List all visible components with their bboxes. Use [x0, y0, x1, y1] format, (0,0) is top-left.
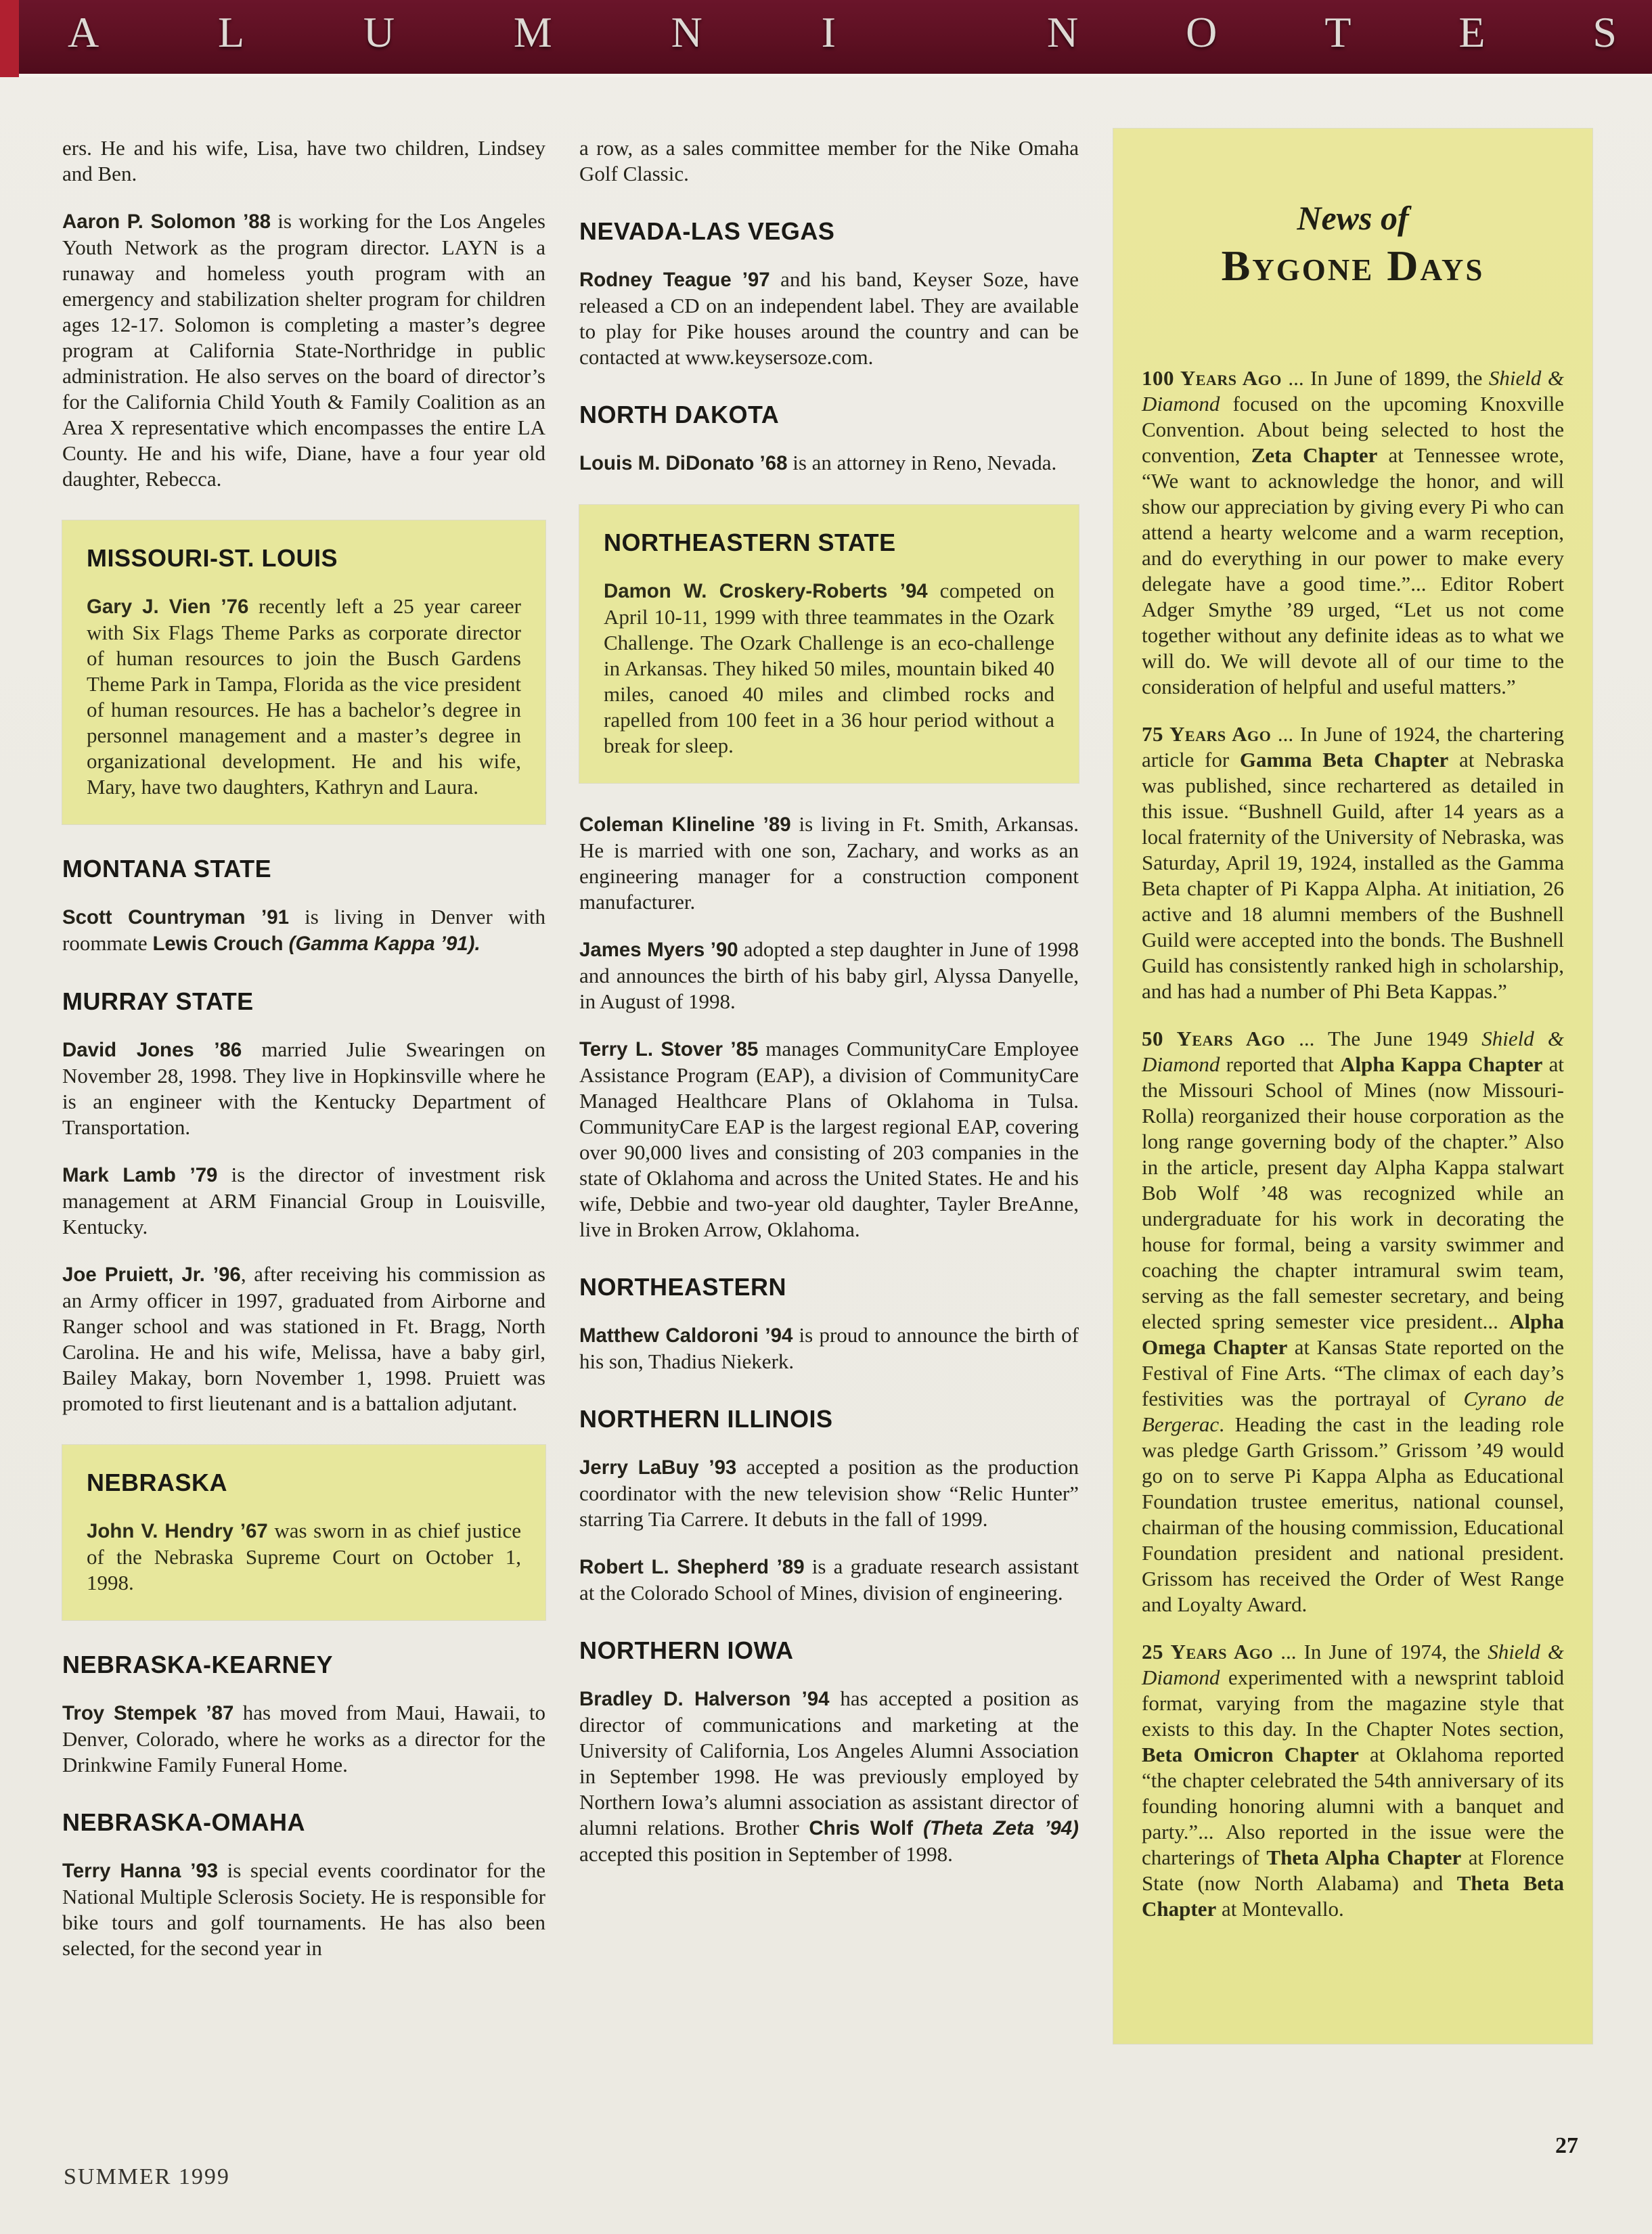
paragraph [87, 1518, 521, 1596]
paragraph [579, 1036, 1079, 1243]
text-run: was sworn in as chief justice of the Nebraska Supreme Court on October 1, 1998. [87, 1519, 522, 1594]
text-run: Joe Pruiett, Jr. ’96 [62, 1264, 241, 1286]
text-run: Terry L. Stover ’85 [579, 1038, 759, 1060]
text-run: at Kansas State reported on the Festival of Fine Arts. “The climax of each day’s festivities was the portrayal of [1142, 1335, 1564, 1410]
section-heading: MONTANA STATE [62, 855, 272, 883]
text-run: Chris Wolf [809, 1817, 924, 1839]
banner-word [1047, 7, 1617, 56]
highlight-box [62, 1445, 545, 1620]
paragraph [579, 1454, 1079, 1532]
paragraph [62, 1162, 545, 1240]
banner-red-chip [0, 0, 19, 77]
text-run: 75 Years Ago [1142, 722, 1272, 746]
text-run: ... In June of 1974, the [1273, 1640, 1488, 1663]
paragraph [62, 1700, 545, 1778]
text-run: (Gamma Kappa ’91). [288, 933, 481, 955]
text-run: Alpha Kappa Chapter [1340, 1052, 1543, 1076]
banner-letter: N [671, 7, 702, 56]
paragraph [87, 594, 521, 800]
text-run: Coleman Klineline ’89 [579, 813, 791, 836]
text-run: at Montevallo. [1216, 1897, 1344, 1921]
section-heading: NEBRASKA [87, 1469, 228, 1496]
text-run: at the Missouri School of Mines (now Missouri-Rolla) reorganized their house corporation as the long range governing body of the chapter.” Also in the article, present day Alpha Kappa stalwart Bob Wolf ’48 was recognized while an undergraduate for his work in decorating the house for formal, being a varsity swimmer and coaching the chapter intramural swim team, serving as the fall semester secretary, and being elected spring semester vice president... [1142, 1052, 1564, 1333]
text-run: accepted this position in September of 1998. [579, 1842, 953, 1866]
banner-letter: L [218, 7, 245, 56]
text-run: has moved from Maui, Hawaii, to Denver, Colorado, where he works as a director for the Drinkwine Family Funeral Home. [62, 1701, 545, 1777]
text-run: James Myers ’90 [579, 939, 738, 961]
banner-letter: U [363, 7, 395, 56]
section-heading: MISSOURI-ST. LOUIS [87, 544, 338, 572]
banner-letter: N [1047, 7, 1079, 56]
text-run: at Florence State (now North Alabama) and [1142, 1846, 1565, 1895]
text-run: is proud to announce the birth of his son, Thadius Niekerk. [579, 1323, 1079, 1373]
paragraph [62, 904, 545, 957]
section-heading: NORTHEASTERN STATE [604, 529, 896, 556]
text-run: Rodney Teague ’97 [579, 269, 770, 291]
section-heading: MURRAY STATE [62, 987, 254, 1015]
text-run: Matthew Caldoroni ’94 [579, 1324, 793, 1347]
text-run: Bradley D. Halverson ’94 [579, 1688, 830, 1710]
text-run: Shield & Diamond [1142, 1027, 1564, 1076]
text-run: Jerry LaBuy ’93 [579, 1456, 737, 1479]
text-run: competed on April 10-11, 1999 with three teammates in the Ozark Challenge. The Ozark Challenge is an eco-challenge in Arkansas. They hiked 50 miles, mountain biked 40 miles, canoed 40 miles and climbed rocks and rapelled from 100 feet in a 36 hour period without a break for sleep. [604, 579, 1054, 757]
text-run: Shield & Diamond [1142, 1640, 1565, 1689]
text-run: at Oklahoma reported “the chapter celebrated the 54th anniversary of its founding honoring alumni with a banquet and party.”... Also reported in the issue were the charterings of [1142, 1743, 1565, 1869]
banner-letter: E [1458, 7, 1486, 56]
section-heading: NORTHEASTERN [579, 1273, 787, 1301]
paragraph [62, 135, 545, 187]
paragraph [1142, 1026, 1564, 1617]
banner-letter: A [68, 7, 99, 56]
text-run: Robert L. Shepherd ’89 [579, 1556, 805, 1578]
text-run: David Jones ’86 [62, 1039, 242, 1061]
text-run: Theta Alpha Chapter [1266, 1846, 1462, 1869]
footer-issue-label: SUMMER 1999 [64, 2164, 230, 2189]
section-heading: NEVADA-LAS VEGAS [579, 217, 835, 245]
text-run: is special events coordinator for the National Multiple Sclerosis Society. He is responsible for bike tours and golf tournaments. He has also been selected, for the second year in [62, 1858, 545, 1960]
paragraph [579, 937, 1079, 1014]
section-heading: NORTHERN IOWA [579, 1636, 794, 1664]
paragraph [579, 267, 1079, 370]
text-run: , after receiving his commission as an Army officer in 1997, graduated from Airborne and Ranger school and was stationed in Ft. Bragg, North Carolina. He and his wife, Melissa, have a baby girl, Bailey Makay, born November 1, 1998. Pruiett was promoted to first lieutenant and is a battalion adjutant. [62, 1262, 545, 1415]
text-run: manages CommunityCare Employee Assistance Program (EAP), a division of CommunityCare Managed Healthcare Plans of Oklahoma in Tulsa. CommunityCare EAP is the largest regional EAP, covering over 90,000 lives and consisting of 203 companies in the state of Oklahoma and across the United States. He and his wife, Debbie and two-year old daughter, Tayler BreAnne, live in Broken Arrow, Oklahoma. [579, 1037, 1079, 1241]
text-run: married Julie Swearingen on November 28, 1998. They live in Hopkinsville where he is an engineer with the Kentucky Department of Transportation. [62, 1037, 545, 1139]
paragraph [579, 1686, 1079, 1867]
bygone-title-line2: Bygone Days [1221, 242, 1485, 290]
bygone-days-box [1113, 129, 1592, 2044]
text-run: . Heading the cast in the leading role was pledge Garth Grissom.” Grissom ’49 would go on to serve Pi Kappa Alpha as Educational Foundation trustee emeritus, national counsel, chairman of the housing commission, Educational Foundation president and national president. Grissom has received the Order of West Range and Loyalty Award. [1142, 1412, 1564, 1616]
text-run: accepted a position as the production coordinator with the new television show “Relic Hunter” starring Tia Carrere. It debuts in the fall of 1999. [579, 1455, 1079, 1531]
text-run: Shield & Diamond [1142, 366, 1564, 416]
right-column-bygone-days [1113, 129, 1592, 2044]
text-run: Aaron P. Solomon ’88 [62, 210, 271, 233]
paragraph [1142, 365, 1564, 700]
paragraph [579, 135, 1079, 187]
text-run: (Theta Zeta ’94) [923, 1817, 1079, 1839]
banner-letter: T [1324, 7, 1352, 56]
text-run: is a graduate research assistant at the Colorado School of Mines, division of engineering. [579, 1555, 1079, 1605]
text-run: ... In June of 1899, the [1281, 366, 1489, 390]
paragraph [62, 1037, 545, 1140]
paragraph [62, 1858, 545, 1961]
text-run: 25 Years Ago [1142, 1640, 1274, 1663]
text-run: ers. He and his wife, Lisa, have two children, Lindsey and Ben. [62, 136, 545, 185]
text-run: Mark Lamb ’79 [62, 1164, 218, 1186]
bygone-days-title [1142, 199, 1564, 290]
text-run: Beta Omicron Chapter [1142, 1743, 1359, 1766]
banner-word [68, 7, 836, 56]
bygone-title-line1: News of [1297, 199, 1409, 237]
section-heading: NEBRASKA-OMAHA [62, 1808, 305, 1836]
paragraph [62, 1261, 545, 1416]
text-run: is an attorney in Reno, Nevada. [787, 451, 1057, 474]
banner-letter: M [513, 7, 552, 56]
text-run: experimented with a newsprint tabloid format, varying from the magazine style that exists to this day. In the Chapter Notes section, [1142, 1666, 1564, 1741]
text-run: Zeta Chapter [1251, 443, 1378, 467]
text-run: Terry Hanna ’93 [62, 1860, 219, 1882]
text-run: Cyrano de Bergerac [1142, 1387, 1564, 1436]
text-run: Gamma Beta Chapter [1239, 748, 1449, 772]
text-run: Gary J. Vien ’76 [87, 596, 249, 618]
paragraph [579, 1554, 1079, 1606]
section-heading: NORTH DAKOTA [579, 401, 780, 428]
text-run: at Tennessee wrote, “We want to acknowledge the honor, and will show our appreciation by giving every Pi who can attend a hearty welcome and a warm reception, and do everything in our power to make every delegate have a good time.”... Editor Robert Adger Smythe ’89 urged, “Let us not come together without any definite ideas as to what we will do. We will devote all of our time to the consideration of helpful and useful matters.” [1142, 443, 1564, 698]
highlight-box [579, 505, 1079, 783]
text-run: is working for the Los Angeles Youth Network as the program director. LAYN is a runaway and homeless youth program with an emergency and stabilization shelter program for children ages 12-17. Solomon is completing a master’s degree program at California State-Northridge in public administration. He also serves on the board of director’s for the California Child Youth & Family Coalition as an Area X representative which encompasses the entire LA County. He and his wife, Diane, have a four year old daughter, Rebecca. [62, 209, 545, 491]
paragraph [579, 1322, 1079, 1375]
text-run: 50 Years Ago [1142, 1027, 1286, 1050]
highlight-box [62, 520, 545, 824]
text-run: adopted a step daughter in June of 1998 and announces the birth of his baby girl, Alyssa Danyelle, in August of 1998. [579, 937, 1079, 1013]
text-run: ... In June of 1924, the chartering article for [1142, 722, 1564, 772]
paragraph [579, 450, 1079, 476]
text-run: is living in Denver with roommate [62, 905, 545, 955]
text-run: Troy Stempek ’87 [62, 1702, 234, 1724]
text-run: 100 Years Ago [1142, 366, 1282, 390]
paragraph [1142, 721, 1564, 1004]
text-run: Alpha Omega Chapter [1142, 1310, 1564, 1359]
banner-letter: O [1186, 7, 1218, 56]
text-run: Theta Beta Chapter [1142, 1871, 1565, 1921]
text-run: John V. Hendry ’67 [87, 1520, 268, 1542]
text-run: Lewis Crouch [152, 933, 289, 955]
text-run: a row, as a sales committee member for the Nike Omaha Golf Classic. [579, 136, 1079, 185]
text-run: has accepted a position as director of communications and marketing at the University of California, Los Angeles Alumni Association in September 1998. He was previously employed by Northern Iowa’s alumni association as assistant director of alumni relations. Brother [579, 1686, 1079, 1839]
text-run: and his band, Keyser Soze, have released a CD on an independent label. They are available to play for Pike houses around the country and can be contacted at www.keysersoze.com. [579, 267, 1079, 369]
text-run: Damon W. Croskery-Roberts ’94 [604, 580, 928, 602]
text-run: ... The June 1949 [1285, 1027, 1482, 1050]
banner-letter: I [821, 7, 836, 56]
text-run: recently left a 25 year career with Six Flags Theme Parks as corporate director of human resources to join the Busch Gardens Theme Park in Tampa, Florida as the vice president of human resources. He has a bachelor’s degree in personnel management and a master’s degree in organizational development. He and his wife, Mary, have two daughters, Kathryn and Laura. [87, 594, 521, 799]
text-run: reported that [1220, 1052, 1340, 1076]
text-run: at Nebraska was published, since rechartered as detailed in this issue. “Bushnell Guild, after 14 years as a local fraternity of the University of Nebraska, was Saturday, April 19, 1924, installed as the Gamma Beta chapter of Pi Kappa Alpha. At initiation, 26 active and 18 alumni members of the Bushnell Guild were accepted into the bonds. The Bushnell Guild has consistently ranked high in scholarship, and has had a number of Phi Beta Kappas.” [1142, 748, 1564, 1003]
footer-page-number: 27 [1555, 2133, 1578, 2158]
left-column [62, 135, 545, 1961]
section-heading: NORTHERN ILLINOIS [579, 1405, 833, 1433]
text-run: Louis M. DiDonato ’68 [579, 452, 788, 474]
paragraph [579, 811, 1079, 915]
text-run: focused on the upcoming Knoxville Convention. About being selected to host the convention, [1142, 392, 1564, 467]
paragraph [1142, 1639, 1564, 1922]
middle-column [579, 135, 1079, 1867]
section-heading: NEBRASKA-KEARNEY [62, 1651, 334, 1678]
alumni-notes-banner [0, 0, 1652, 77]
text-run: Scott Countryman ’91 [62, 906, 289, 929]
paragraph [604, 578, 1054, 759]
paragraph [62, 208, 545, 492]
banner-letter: S [1592, 7, 1617, 56]
text-run: is living in Ft. Smith, Arkansas. He is married with one son, Zachary, and works as an engineering manager for a construction component manufacturer. [579, 812, 1079, 914]
text-run: is the director of investment risk management at ARM Financial Group in Louisville, Kentucky. [62, 1163, 545, 1238]
